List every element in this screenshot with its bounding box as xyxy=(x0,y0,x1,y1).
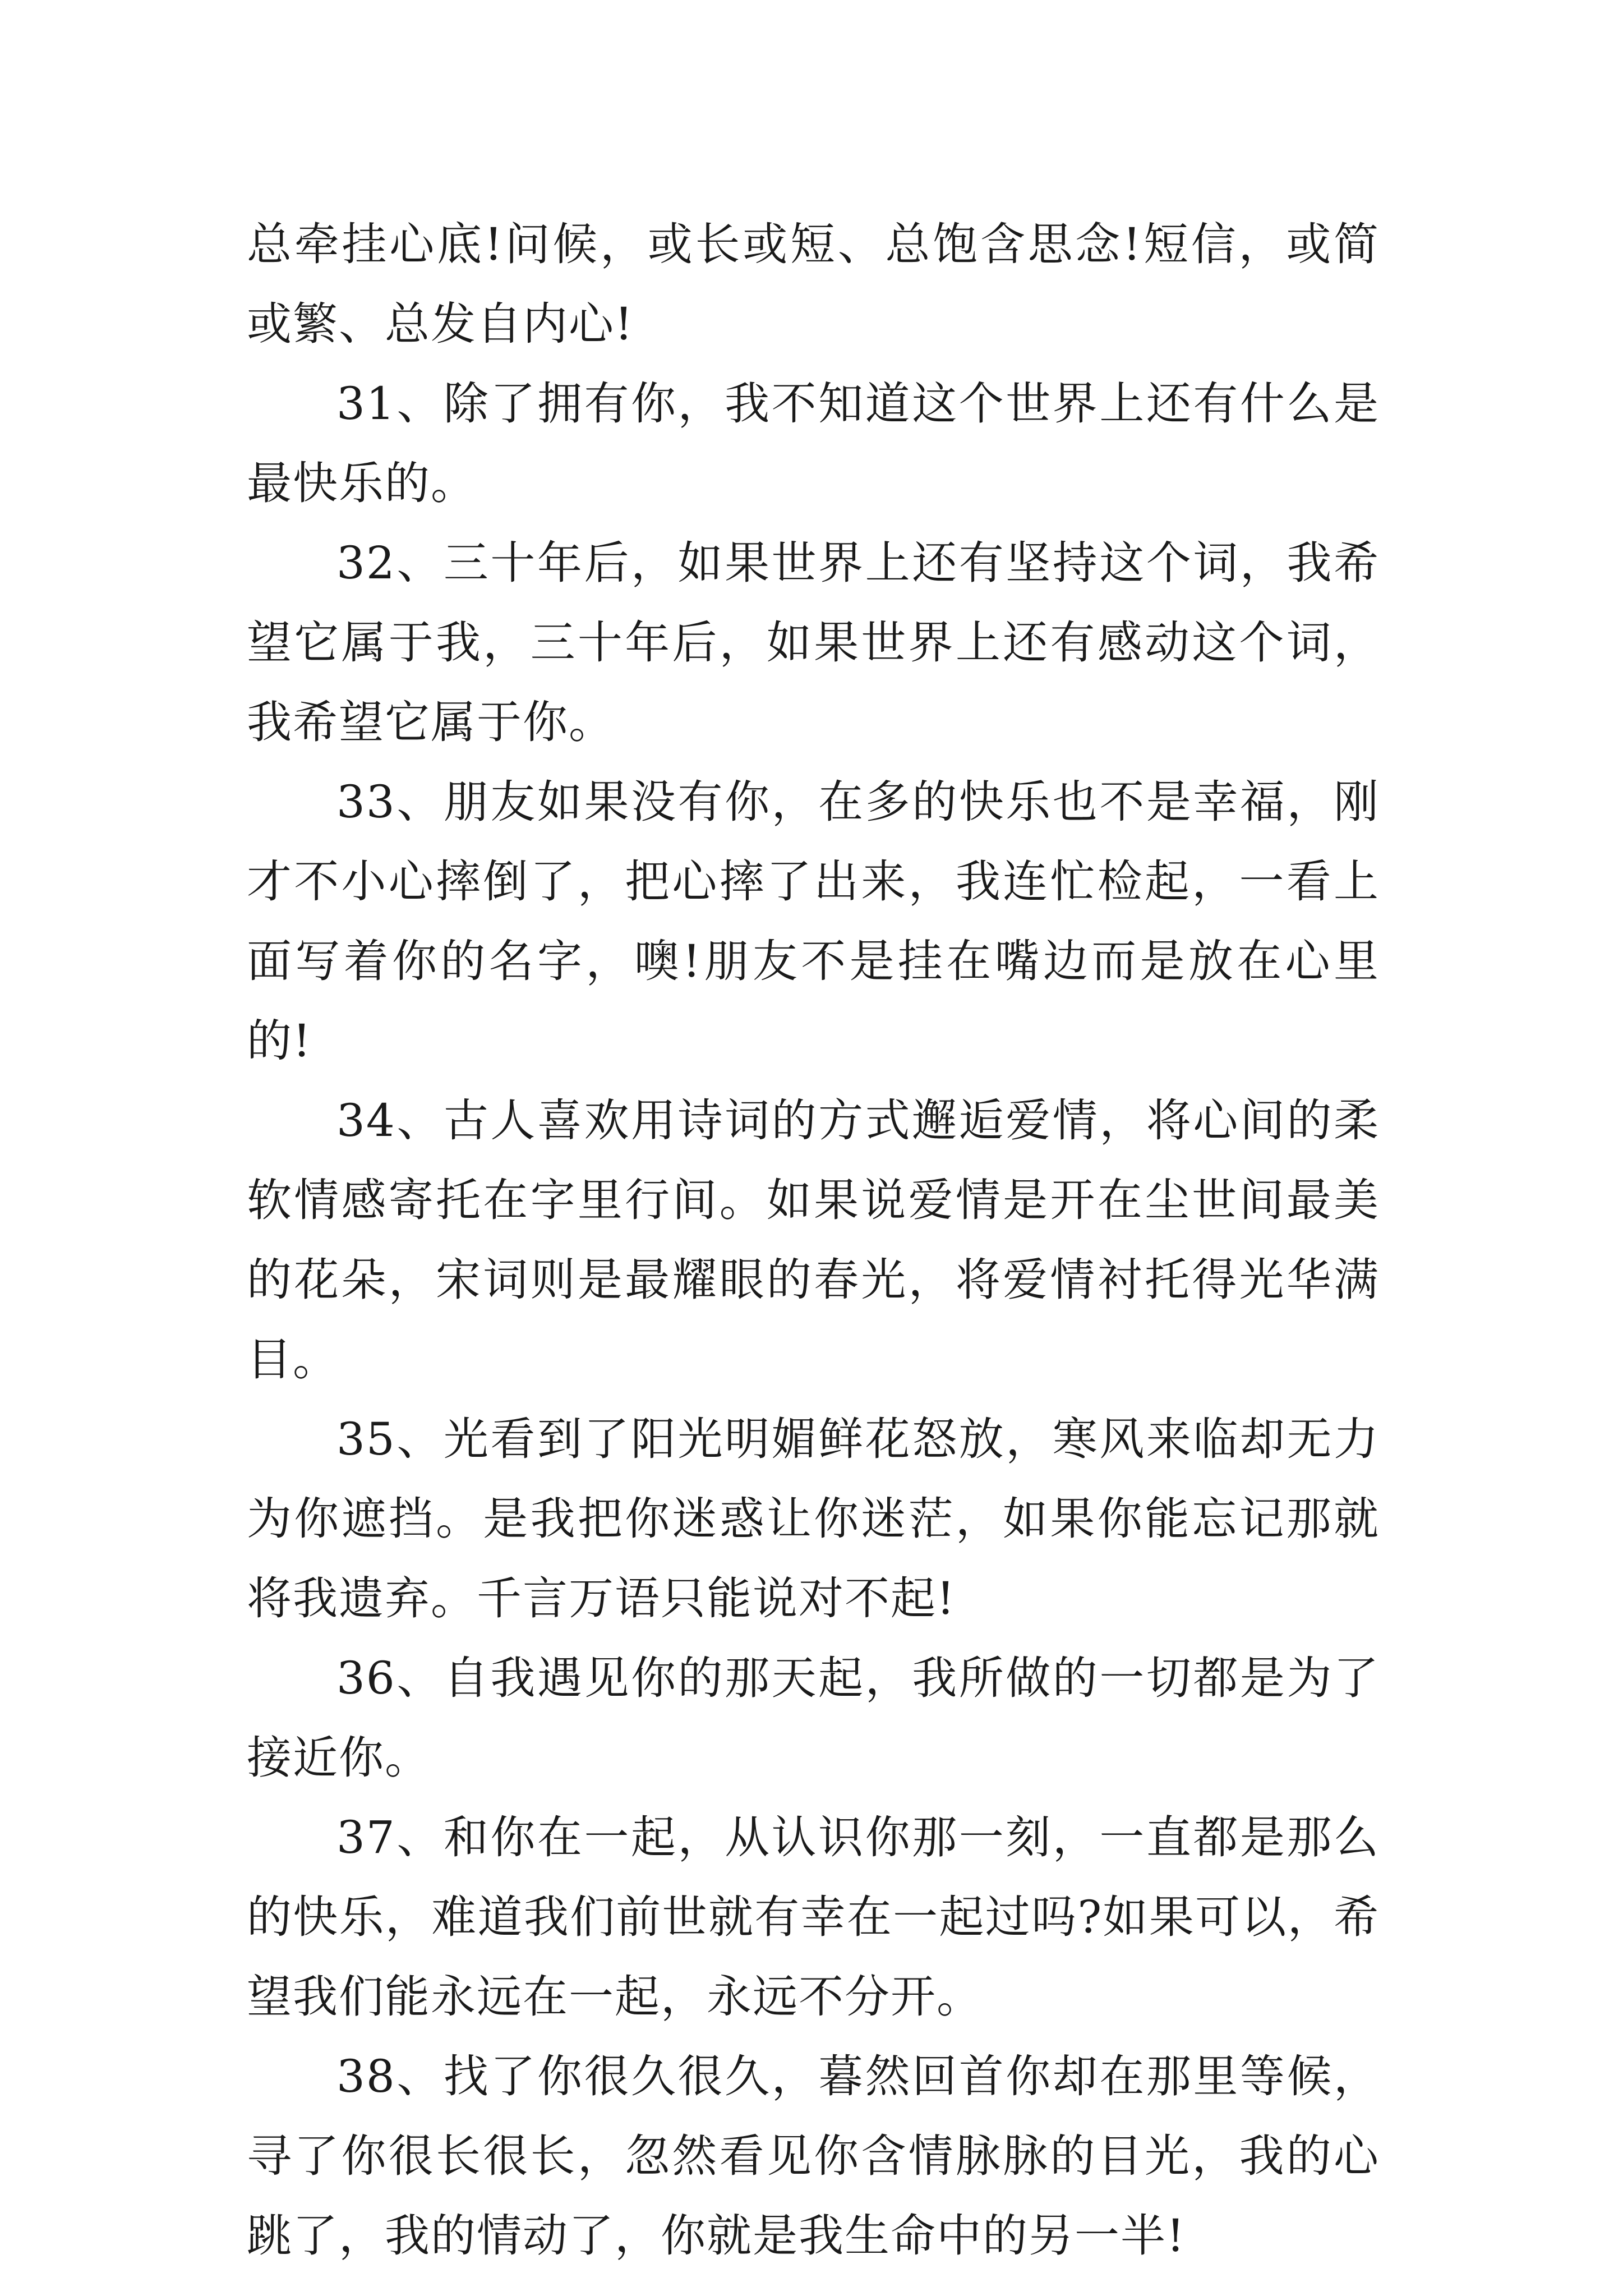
document-body xyxy=(247,205,1380,2276)
paragraph-34: 34、古人喜欢用诗词的方式邂逅爱情，将心间的柔软情感寄托在字里行间。如果说爱情是开在尘世间最美的花朵，宋词则是最耀眼的春光，将爱情衬托得光华满目。 xyxy=(247,1094,1380,1386)
paragraph-33: 33、朋友如果没有你，在多的快乐也不是幸福，刚才不小心摔倒了，把心摔了出来，我连忙检起，一看上面写着你的名字，噢!朋友不是挂在嘴边而是放在心里的! xyxy=(247,776,1380,1067)
paragraph-37: 37、和你在一起，从认识你那一刻，一直都是那么的快乐，难道我们前世就有幸在一起过吗?如果可以，希望我们能永远在一起，永远不分开。 xyxy=(247,1811,1380,2023)
paragraph-35: 35、光看到了阳光明媚鲜花怒放，寒风来临却无力为你遮挡。是我把你迷惑让你迷茫，如果你能忘记那就将我遗弃。千言万语只能说对不起! xyxy=(247,1413,1380,1625)
paragraph-36: 36、自我遇见你的那天起，我所做的一切都是为了接近你。 xyxy=(247,1652,1380,1784)
paragraph-31: 31、除了拥有你，我不知道这个世界上还有什么是最快乐的。 xyxy=(247,378,1380,509)
paragraph-32: 32、三十年后，如果世界上还有坚持这个词，我希望它属于我，三十年后，如果世界上还有感动这个词，我希望它属于你。 xyxy=(247,537,1380,748)
paragraph-continuation: 总牵挂心底!问候，或长或短、总饱含思念!短信，或简或繁、总发自内心! xyxy=(247,218,1380,350)
paragraph-38: 38、找了你很久很久，暮然回首你却在那里等候，寻了你很长很长，忽然看见你含情脉脉的目光，我的心跳了，我的情动了，你就是我生命中的另一半! xyxy=(247,2050,1380,2262)
